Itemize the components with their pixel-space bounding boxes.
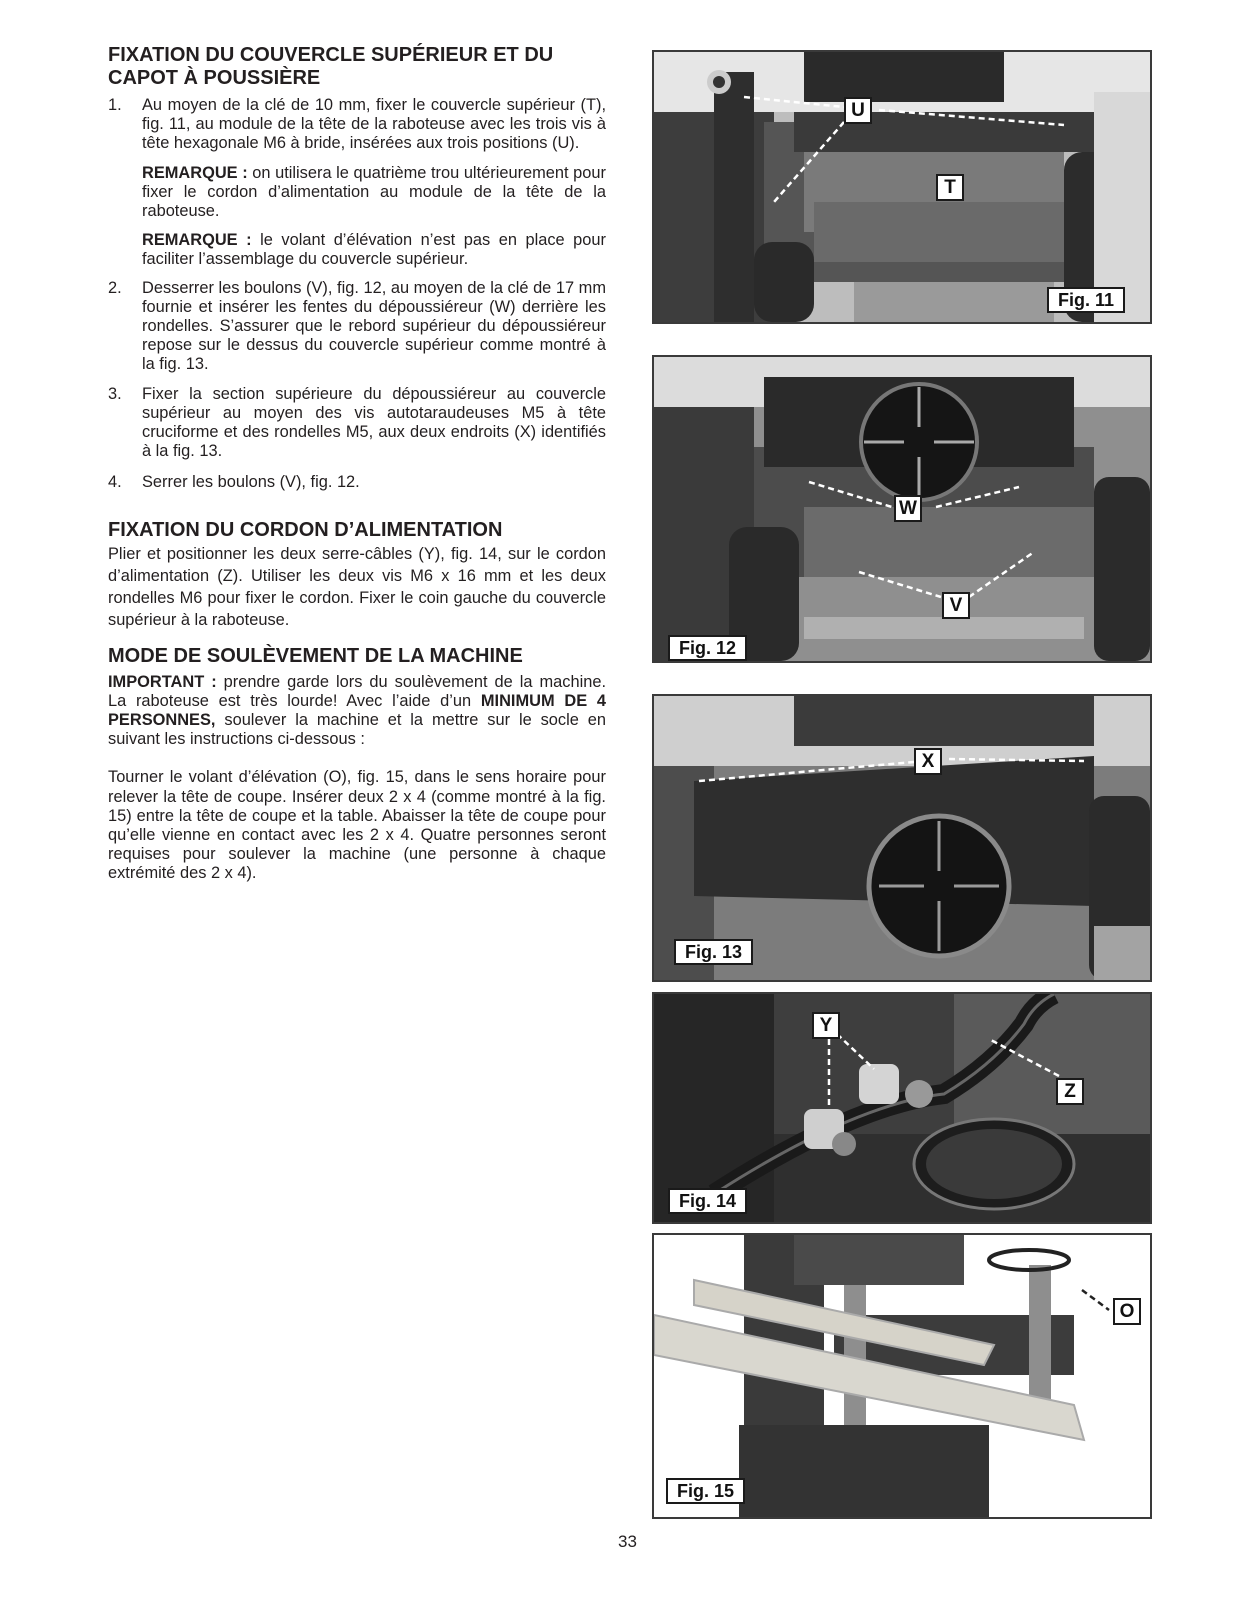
important-text: soulever la machine et la mettre sur le socle en suivant les instructions ci-dessous : — [108, 711, 606, 749]
note — [142, 231, 606, 269]
list-item — [108, 385, 606, 462]
list-text: Fixer la section supérieure du dépoussiéreur au couvercle supérieur au moyen des vis autotaraudeuses M5 à tête cruciforme et des rondelles M5, aux deux endroits (X) identifiés à la fig. 13. — [142, 384, 606, 461]
list-item — [108, 279, 606, 375]
section-title-lifting: MODE DE SOULÈVEMENT DE LA MACHINE — [108, 644, 523, 667]
text-column — [108, 44, 606, 884]
section-paragraph: Plier et positionner les deux serre-câbles (Y), fig. 14, sur le cordon d’alimentation (Z). Utiliser les deux vis M6 x 16 mm et les deux rondelles M6 pour fixer le cordon. Fixer le coin gauche du couvercle supérieur à la raboteuse. — [108, 544, 606, 629]
figure-15-photo — [654, 1235, 1150, 1517]
figure-11 — [652, 50, 1152, 324]
important-bold: MINIMUM DE 4 PERSONNES, — [108, 691, 606, 730]
list-number: 1. — [108, 96, 122, 114]
section-title-line2: CAPOT À POUSSIÈRE — [108, 67, 321, 89]
list-number: 2. — [108, 278, 122, 297]
figure-15 — [652, 1233, 1152, 1519]
figure-label: Fig. 15 — [666, 1478, 745, 1504]
figure-13 — [652, 694, 1152, 982]
list-number: 3. — [108, 384, 122, 403]
list-text: Au moyen de la clé de 10 mm, fixer le couvercle supérieur (T), fig. 11, au module de la tête de la raboteuse avec les trois vis à tête hexagonale M6 à bride, insérées aux trois positions (U). — [142, 96, 606, 153]
figure-13-photo — [654, 696, 1150, 980]
callout-u: U — [844, 97, 872, 124]
list-text: Serrer les boulons (V), fig. 12. — [142, 473, 360, 492]
note-text: on utilisera le quatrième trou ultérieurement pour fixer le cordon d’alimentation au module de la tête de la raboteuse. — [142, 163, 606, 221]
figure-label: Fig. 14 — [668, 1188, 747, 1214]
figure-14 — [652, 992, 1152, 1224]
callout-y: Y — [812, 1012, 840, 1039]
figure-label: Fig. 11 — [1047, 287, 1125, 313]
important-text: prendre garde lors du soulèvement de la machine. La raboteuse est très lourde! Avec l’aide d’un — [108, 672, 607, 710]
note-text: le volant d’élévation n’est pas en place pour faciliter l’assemblage du couvercle supérieur. — [142, 231, 606, 269]
important-label: IMPORTANT : — [108, 672, 217, 691]
list-item — [108, 473, 606, 492]
note-label: REMARQUE : — [142, 231, 252, 250]
page-number: 33 — [618, 1532, 637, 1551]
callout-w: W — [894, 495, 922, 522]
important-paragraph — [108, 673, 606, 750]
callout-o: O — [1113, 1298, 1141, 1325]
figure-label: Fig. 12 — [668, 635, 747, 661]
list-item — [108, 96, 606, 154]
callout-t: T — [936, 174, 964, 201]
callout-z: Z — [1056, 1078, 1084, 1105]
list-number: 4. — [108, 473, 122, 492]
figure-12 — [652, 355, 1152, 663]
figure-11-photo — [654, 52, 1150, 322]
section-title-line1: FIXATION DU COUVERCLE SUPÉRIEUR ET DU — [108, 44, 554, 66]
callout-v: V — [942, 592, 970, 619]
note — [142, 164, 606, 222]
section-title-cover — [108, 44, 606, 90]
note-label: REMARQUE : — [142, 163, 248, 182]
section-title-power-cord: FIXATION DU CORDON D’ALIMENTATION — [108, 518, 503, 541]
list-text: Desserrer les boulons (V), fig. 12, au moyen de la clé de 17 mm fournie et insérer les fentes du dépoussiéreur (W) derrière les rondelles. S’assurer que le rebord supérieur du dépoussiéreur repose sur le dessus du couvercle supérieur comme montré à la fig. 13. — [142, 278, 606, 374]
callout-x: X — [914, 748, 942, 775]
section-paragraph: Tourner le volant d’élévation (O), fig. 15, dans le sens horaire pour relever la tête de coupe. Insérer deux 2 x 4 (comme montré à la fig. 15) entre la tête de coupe et la table. Abaisser la tête de coupe pour qu’elle vienne en contact avec les 2 x 4. Quatre personnes seront requises pour soulever la machine (une personne à chaque extrémité des 2 x 4). — [108, 768, 606, 883]
figure-label: Fig. 13 — [674, 939, 753, 965]
